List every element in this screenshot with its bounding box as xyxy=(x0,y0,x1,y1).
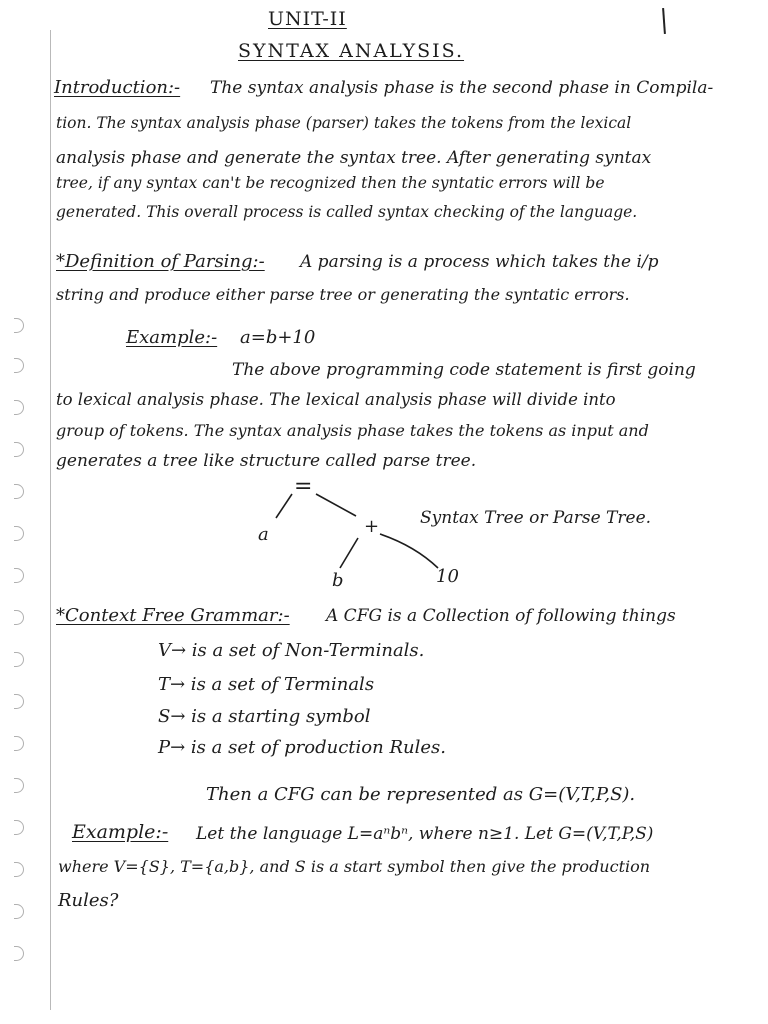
cfg-item: S→ is a starting symbol xyxy=(158,706,371,727)
example2-line: Let the language L=aⁿbⁿ, where n≥1. Let G=(V,T,P,S) xyxy=(196,824,654,844)
example-expression: a=b+10 xyxy=(240,327,316,348)
page-title: SYNTAX ANALYSIS. xyxy=(238,40,465,62)
example2-line: Rules? xyxy=(58,890,119,911)
binding-hole xyxy=(14,400,24,415)
tree-edge xyxy=(380,534,438,568)
binding-hole xyxy=(14,568,24,583)
example2-label: Example:- xyxy=(72,821,169,843)
definition-line: string and produce either parse tree or generating the syntatic errors. xyxy=(56,285,630,304)
binding-holes xyxy=(0,0,40,1024)
intro-line: tion. The syntax analysis phase (parser) takes the tokens from the lexical xyxy=(56,114,632,132)
binding-hole xyxy=(14,358,24,373)
tree-node-root: = xyxy=(294,474,313,499)
cfg-item: V→ is a set of Non-Terminals. xyxy=(158,640,425,661)
example2-line: where V={S}, T={a,b}, and S is a start symbol then give the production xyxy=(58,857,651,876)
binding-hole xyxy=(14,820,24,835)
cfg-item: P→ is a set of production Rules. xyxy=(158,737,446,758)
example-line: group of tokens. The syntax analysis phase takes the tokens as input and xyxy=(56,421,649,440)
intro-line: generated. This overall process is called syntax checking of the language. xyxy=(56,203,638,221)
tree-node-left: a xyxy=(258,524,269,545)
binding-hole xyxy=(14,526,24,541)
intro-line: analysis phase and generate the syntax tree. After generating syntax xyxy=(56,148,652,168)
binding-hole xyxy=(14,652,24,667)
tree-edge xyxy=(316,494,356,516)
binding-hole xyxy=(14,904,24,919)
binding-hole xyxy=(14,442,24,457)
intro-line: The syntax analysis phase is the second phase in Compila- xyxy=(210,78,714,98)
cfg-heading: *Context Free Grammar:- xyxy=(56,605,290,626)
binding-hole xyxy=(14,484,24,499)
binding-hole xyxy=(14,946,24,961)
introduction-heading: Introduction:- xyxy=(54,77,181,98)
example-line: to lexical analysis phase. The lexical analysis phase will divide into xyxy=(56,390,616,409)
example-label: Example:- xyxy=(126,327,218,348)
binding-hole xyxy=(14,736,24,751)
tree-caption: Syntax Tree or Parse Tree. xyxy=(420,508,652,528)
binding-hole xyxy=(14,610,24,625)
intro-line: tree, if any syntax can't be recognized then the syntatic errors will be xyxy=(56,174,605,192)
tree-node-b: b xyxy=(332,570,344,591)
example-line: generates a tree like structure called parse tree. xyxy=(56,451,477,471)
tree-node-plus: + xyxy=(364,516,380,537)
tree-edge xyxy=(276,494,292,518)
binding-hole xyxy=(14,778,24,793)
tree-edge xyxy=(340,538,358,568)
binding-hole xyxy=(14,318,24,333)
pen-stroke-mark xyxy=(662,8,666,34)
parse-tree-diagram xyxy=(250,474,670,591)
parse-tree-edges xyxy=(250,478,670,590)
definition-heading: *Definition of Parsing:- xyxy=(56,251,265,272)
binding-hole xyxy=(14,694,24,709)
tree-node-10: 10 xyxy=(436,566,459,587)
definition-line: A parsing is a process which takes the i/p xyxy=(300,252,659,272)
binding-hole xyxy=(14,862,24,877)
unit-title: UNIT-II xyxy=(268,8,347,30)
cfg-item: T→ is a set of Terminals xyxy=(158,674,375,695)
cfg-intro: A CFG is a Collection of following things xyxy=(326,606,676,626)
margin-line xyxy=(50,30,51,1010)
example-line: The above programming code statement is first going xyxy=(232,360,696,380)
cfg-representation: Then a CFG can be represented as G=(V,T,P,S). xyxy=(206,784,636,805)
